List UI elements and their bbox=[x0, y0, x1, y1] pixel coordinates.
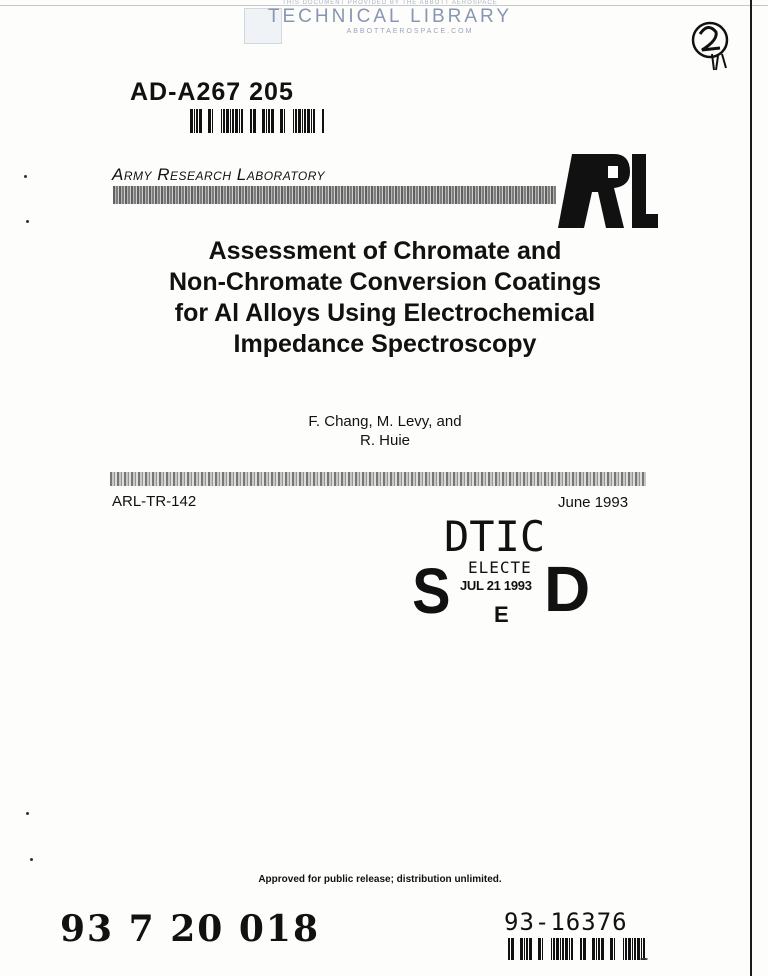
distribution-statement: Approved for public release; distribution unlimited. bbox=[258, 874, 502, 885]
barcode-top bbox=[190, 109, 324, 133]
stamp-letter-d: D bbox=[544, 553, 591, 625]
handwritten-mark-icon bbox=[686, 18, 736, 74]
title-line-3: for Al Alloys Using Electrochemical bbox=[174, 299, 596, 327]
arl-logo bbox=[548, 152, 660, 230]
watermark-line-2: TECHNICAL LIBRARY bbox=[267, 6, 513, 27]
authors bbox=[200, 412, 570, 450]
dtic-stamp bbox=[410, 512, 590, 652]
stamp-electe: ELECTE bbox=[468, 558, 532, 577]
stamp-dtic: DTIC bbox=[444, 512, 546, 561]
title-line-1: Assessment of Chromate and bbox=[208, 237, 562, 265]
scan-speck bbox=[26, 220, 29, 223]
accession-number: AD-A267 205 bbox=[130, 78, 294, 106]
authors-line-2: R. Huie bbox=[359, 432, 411, 449]
stamp-letter-e: E bbox=[494, 602, 509, 627]
divider-band bbox=[110, 472, 646, 486]
header-band bbox=[113, 186, 575, 204]
title-line-4: Impedance Spectroscopy bbox=[233, 330, 537, 358]
bottom-code: 93 7 20 018 bbox=[60, 908, 320, 950]
report-title bbox=[80, 236, 690, 360]
stamp-letter-s: S bbox=[412, 555, 451, 627]
scan-speck bbox=[24, 175, 27, 178]
bottom-id: 93-16376 bbox=[504, 908, 628, 936]
scan-speck bbox=[30, 858, 33, 861]
barcode-bottom bbox=[502, 938, 652, 960]
page-edge bbox=[750, 0, 752, 976]
report-number: ARL-TR-142 bbox=[112, 493, 197, 510]
report-date: June 1993 bbox=[558, 494, 629, 511]
scan-speck bbox=[640, 958, 648, 960]
title-line-2: Non-Chromate Conversion Coatings bbox=[169, 268, 601, 296]
authors-line-1: F. Chang, M. Levy, and bbox=[308, 413, 462, 430]
stamp-date: JUL 21 1993 bbox=[460, 578, 532, 593]
library-watermark bbox=[240, 0, 540, 44]
watermark-line-1: THIS DOCUMENT PROVIDED BY THE ABBOTT AEROSPACE bbox=[282, 0, 498, 6]
watermark-line-3: ABBOTTAEROSPACE.COM bbox=[346, 28, 474, 35]
scan-speck bbox=[26, 812, 29, 815]
organization-name: Army Research Laboratory bbox=[112, 165, 325, 184]
